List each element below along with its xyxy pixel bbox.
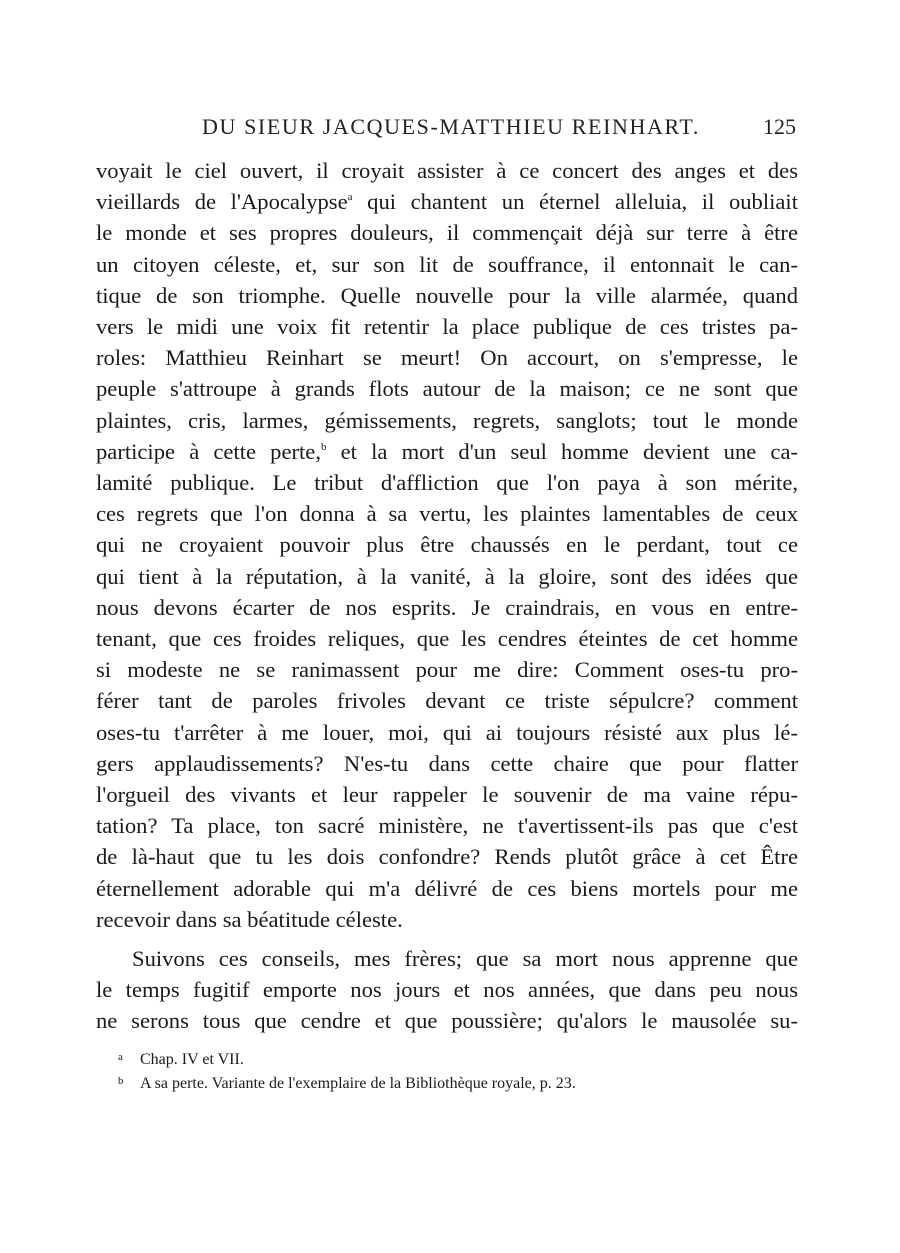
text-fragment: qui chantent un éternel alleluia, il oubliait <box>352 189 798 215</box>
paragraph-2 <box>96 943 798 1037</box>
text-line: ces regrets que l'on donna à sa vertu, les plaintes lamentables de ceux <box>96 501 798 527</box>
running-title: DU SIEUR JACQUES-MATTHIEU REINHART. <box>202 114 700 139</box>
text-line: roles: Matthieu Reinhart se meurt! On accourt, on s'empresse, le <box>96 345 798 371</box>
text-fragment: et la mort d'un seul homme devient une ca- <box>326 438 799 464</box>
text-line: tation? Ta place, ton sacré ministère, ne t'avertissent-ils pas que c'est <box>96 813 798 839</box>
text-line: le monde et ses propres douleurs, il commençait déjà sur terre à être <box>96 220 798 246</box>
running-header <box>96 114 796 144</box>
text-line: férer tant de paroles frivoles devant ce triste sépulcre? comment <box>96 688 798 714</box>
footnote-text: A sa perte. Variante de l'exemplaire de la Bibliothèque royale, p. 23. <box>140 1075 576 1092</box>
text-line: tenant, que ces froides reliques, que les cendres éteintes de cet homme <box>96 626 798 652</box>
footnote-text: Chap. IV et VII. <box>140 1051 244 1068</box>
footnote-ref-a[interactable]: a <box>347 191 353 204</box>
text-line: oses-tu t'arrêter à me louer, moi, qui ai toujours résisté aux plus lé- <box>96 719 798 745</box>
text-line: vers le midi une voix fit retentir la place publique de ces tristes pa- <box>96 314 798 340</box>
text-line: qui tient à la réputation, à la vanité, à la gloire, sont des idées que <box>96 563 798 589</box>
text-line: le temps fugitif emporte nos jours et nos années, que dans peu nous <box>96 977 798 1003</box>
paragraph-1 <box>96 155 798 935</box>
text-line: recevoir dans sa béatitude céleste. <box>96 906 403 932</box>
text-line: un citoyen céleste, et, sur son lit de souffrance, il entonnait le can- <box>96 251 798 277</box>
text-line: gers applaudissements? N'es-tu dans cette chaire que pour flatter <box>96 750 798 776</box>
text-line: lamité publique. Le tribut d'affliction que l'on paya à son mérite, <box>96 470 798 496</box>
text-line: Suivons ces conseils, mes frères; que sa mort nous apprenne que <box>132 946 798 972</box>
text-line <box>96 436 798 467</box>
text-line: éternellement adorable qui m'a délivré de ces biens mortels pour me <box>96 875 798 901</box>
text-fragment: vieillards de l'Apocalypse <box>96 189 348 215</box>
text-fragment: participe à cette perte, <box>96 438 321 464</box>
footnote-mark: b <box>118 1075 124 1087</box>
footnotes <box>118 1048 738 1096</box>
footnote-ref-b[interactable]: b <box>320 440 327 453</box>
footnote-mark: a <box>118 1051 123 1063</box>
text-line: nous devons écarter de nos esprits. Je craindrais, en vous en entre- <box>96 594 798 620</box>
text-line: qui ne croyaient pouvoir plus être chaussés en le perdant, tout ce <box>96 532 798 558</box>
text-line <box>96 186 798 217</box>
footnote-b <box>118 1072 738 1096</box>
page-number: 125 <box>763 114 796 139</box>
text-line: si modeste ne se ranimassent pour me dire: Comment oses-tu pro- <box>96 657 798 683</box>
text-line: de là-haut que tu les dois confondre? Rends plutôt grâce à cet Être <box>96 844 798 870</box>
text-line: plaintes, cris, larmes, gémissements, regrets, sanglots; tout le monde <box>96 407 798 433</box>
footnote-a <box>118 1048 738 1072</box>
text-line: tique de son triomphe. Quelle nouvelle pour la ville alarmée, quand <box>96 282 798 308</box>
text-line: voyait le ciel ouvert, il croyait assister à ce concert des anges et des <box>96 158 798 183</box>
body-text <box>96 155 798 1037</box>
text-line: l'orgueil des vivants et leur rappeler le souvenir de ma vaine répu- <box>96 782 798 808</box>
text-line: peuple s'attroupe à grands flots autour de la maison; ce ne sont que <box>96 376 798 402</box>
text-line: ne serons tous que cendre et que poussière; qu'alors le mausolée su- <box>96 1008 798 1034</box>
